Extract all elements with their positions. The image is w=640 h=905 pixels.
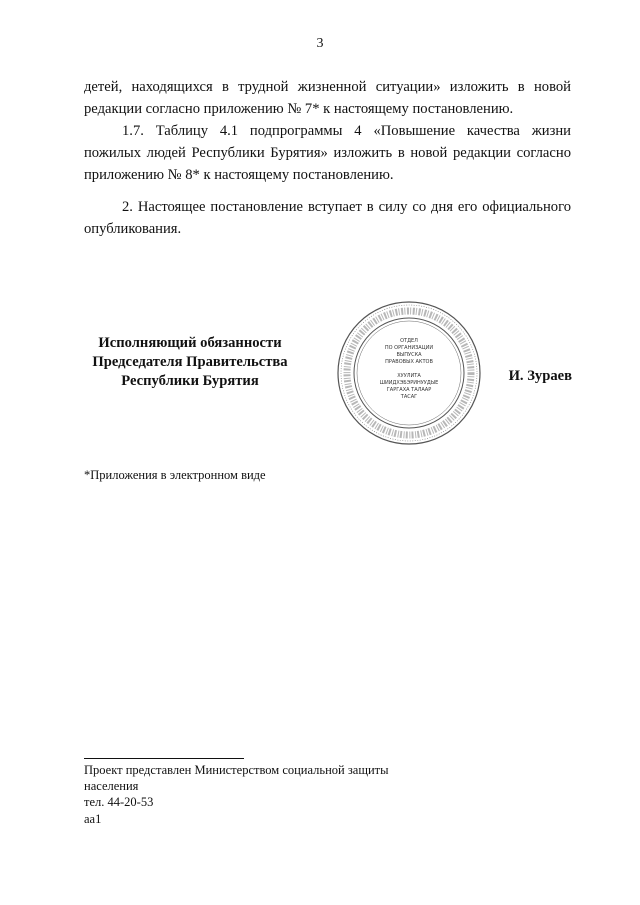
paragraph-item-2: 2. Настоящее постановление вступает в силу со дня его официального опубликования. [84,199,571,237]
footer-line-2: населения [84,779,139,793]
paragraph-item-1-7: 1.7. Таблицу 4.1 подпрограммы 4 «Повышение качества жизни пожилых людей Республики Бурятия» изложить в новой редакции согласно приложению № 8* к настоящему постановлению. [84,123,571,183]
footer-phone: тел. 44-20-53 [84,795,154,809]
signatory-title [80,334,300,391]
official-seal-stamp [336,300,482,446]
footnote: *Приложения в электронном виде [84,468,266,482]
page-number: 3 [316,36,324,51]
signatory-title-line-1: Исполняющий обязанности [98,335,282,351]
seal-line-7: ГАРГАХА ТАЛААР [386,387,432,393]
seal-line-1: ОТДЕЛ [400,338,418,344]
footer-line-1: Проект представлен Министерством социальной защиты [84,763,389,777]
paragraph-continuation: детей, находящихся в трудной жизненной ситуации» изложить в новой редакции согласно приложению № 7* к настоящему постановлению. [84,79,571,117]
seal-line-4: ПРАВОВЫХ АКТОВ [385,359,433,365]
document-code: аа1 [84,812,102,826]
seal-line-8: ТАСАГ [400,394,418,400]
signatory-title-line-2: Председателя Правительства [92,354,288,370]
footer-divider [84,758,244,759]
signatory-name: И. Зураев [508,368,572,384]
seal-line-6: ШИИДХЭБЭРИНУУДЫЕ [379,380,439,386]
seal-line-3: ВЫПУСКА [396,352,422,358]
seal-line-5: ХУУЛИТА [397,373,421,379]
footer-executor [84,762,404,810]
signatory-title-line-3: Республики Бурятия [121,373,259,389]
seal-line-2: ПО ОРГАНИЗАЦИИ [384,345,434,351]
